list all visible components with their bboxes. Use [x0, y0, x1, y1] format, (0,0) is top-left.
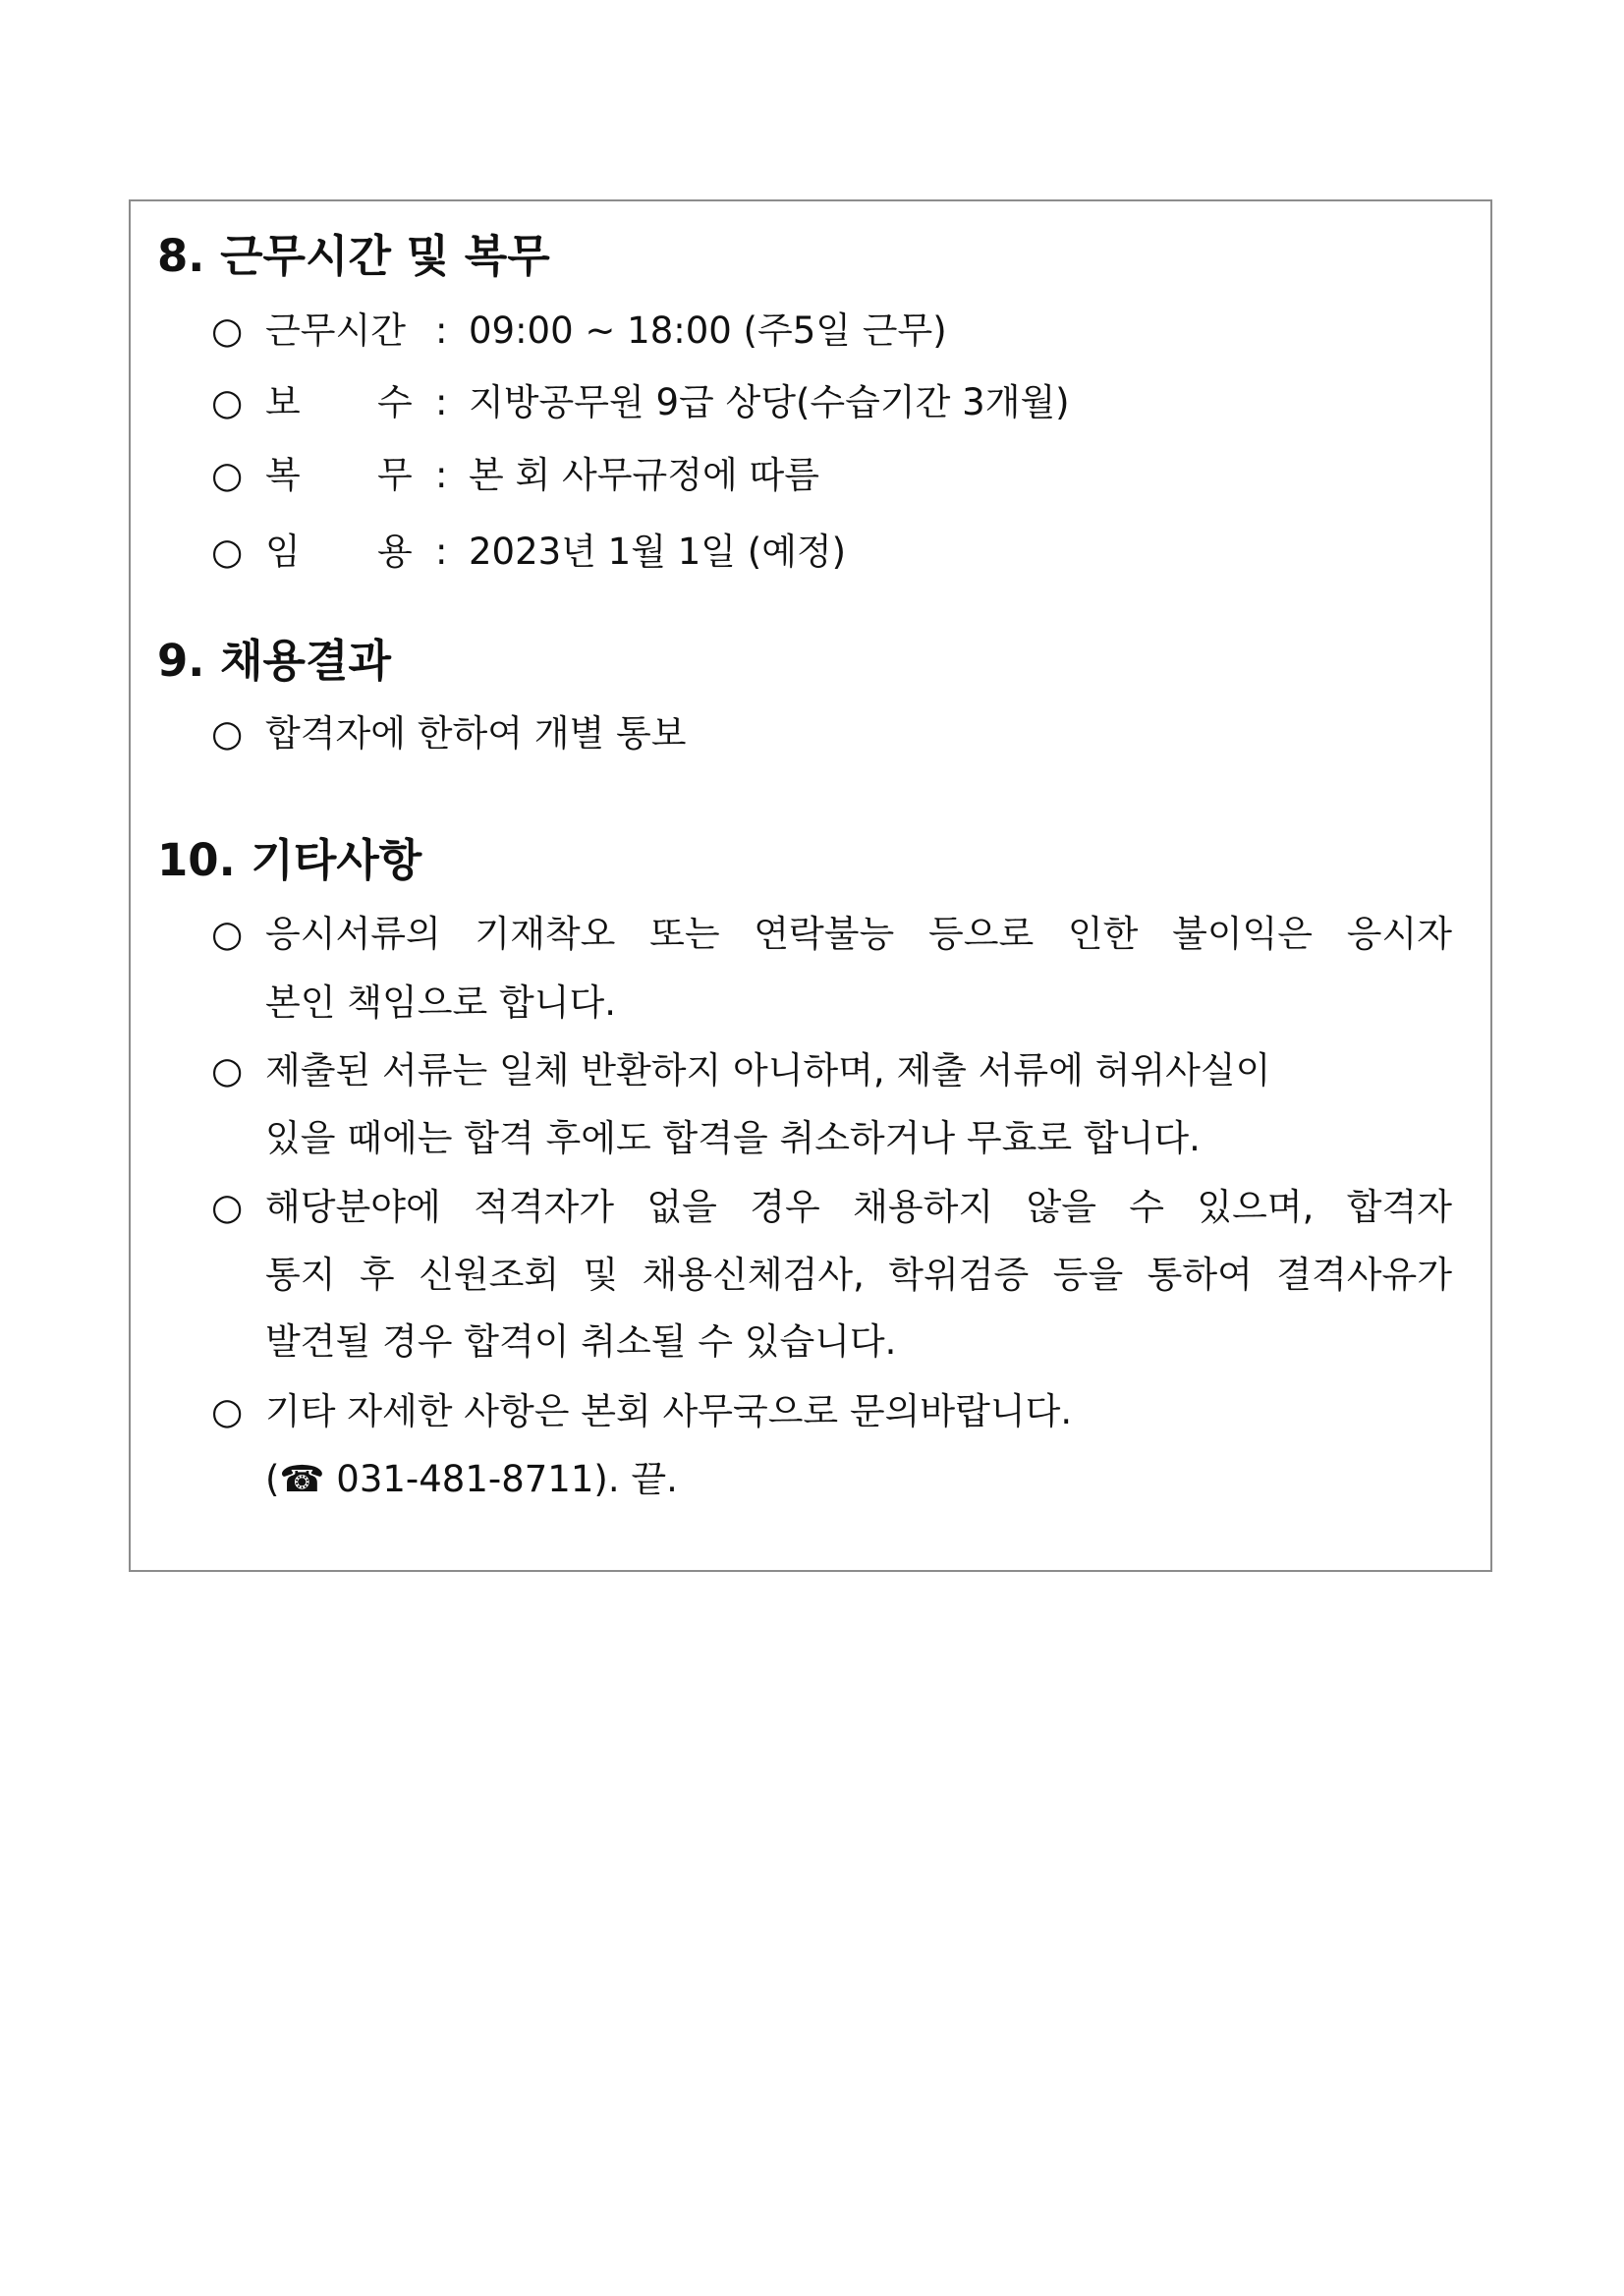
- item-label-a: 보: [265, 381, 301, 423]
- item-text: 합격자에 한하여 개별 통보: [265, 712, 687, 755]
- item-line: 있을 때에는 합격 후에도 합격을 취소하거나 무효로 합니다.: [265, 1117, 1201, 1159]
- item-colon: :: [435, 309, 448, 352]
- item-line: 제출된 서류는 일체 반환하지 아니하며, 제출 서류에 허위사실이: [265, 1049, 1271, 1092]
- item-label: 근무시간: [265, 309, 406, 352]
- item-line: 해당분야에 적격자가 없을 경우 채용하지 않을 수 있으며, 합격자: [265, 1186, 1452, 1228]
- item-line: 기타 자세한 사항은 본회 사무국으로 문의바랍니다.: [265, 1390, 1073, 1432]
- item-line: 본인 책임으로 합니다.: [265, 981, 616, 1024]
- item-value: 지방공무원 9급 상당(수습기간 3개월): [469, 381, 1070, 423]
- bullet-icon: ○: [211, 531, 244, 573]
- item-line-contact: (☎ 031-481-8711). 끝.: [265, 1458, 678, 1500]
- section-9-title: 9. 채용결과: [157, 635, 391, 687]
- item-value: 09:00 ~ 18:00 (주5일 근무): [469, 309, 947, 352]
- section-10-title: 10. 기타사항: [157, 834, 422, 886]
- bullet-icon: ○: [211, 1049, 244, 1092]
- item-label-a: 복: [265, 454, 301, 496]
- item-colon: :: [435, 531, 448, 573]
- item-colon: :: [435, 381, 448, 423]
- item-label-b: 용: [377, 531, 413, 573]
- item-line: 응시서류의 기재착오 또는 연락불능 등으로 인한 불이익은 응시자: [265, 913, 1452, 955]
- bullet-icon: ○: [211, 309, 244, 352]
- bullet-icon: ○: [211, 381, 244, 423]
- item-line: 통지 후 신원조회 및 채용신체검사, 학위검증 등을 통하여 결격사유가: [265, 1254, 1452, 1296]
- bullet-icon: ○: [211, 712, 244, 755]
- bullet-icon: ○: [211, 913, 244, 955]
- item-label-b: 수: [377, 381, 413, 423]
- item-label-a: 임: [265, 531, 301, 573]
- item-colon: :: [435, 454, 448, 496]
- bullet-icon: ○: [211, 1390, 244, 1432]
- bullet-icon: ○: [211, 1186, 244, 1228]
- section-8-title: 8. 근무시간 및 복무: [157, 230, 550, 282]
- item-label-b: 무: [377, 454, 413, 496]
- item-line: 발견될 경우 합격이 취소될 수 있습니다.: [265, 1320, 897, 1363]
- item-value: 2023년 1월 1일 (예정): [469, 531, 847, 573]
- item-value: 본 회 사무규정에 따름: [469, 454, 819, 496]
- bullet-icon: ○: [211, 454, 244, 496]
